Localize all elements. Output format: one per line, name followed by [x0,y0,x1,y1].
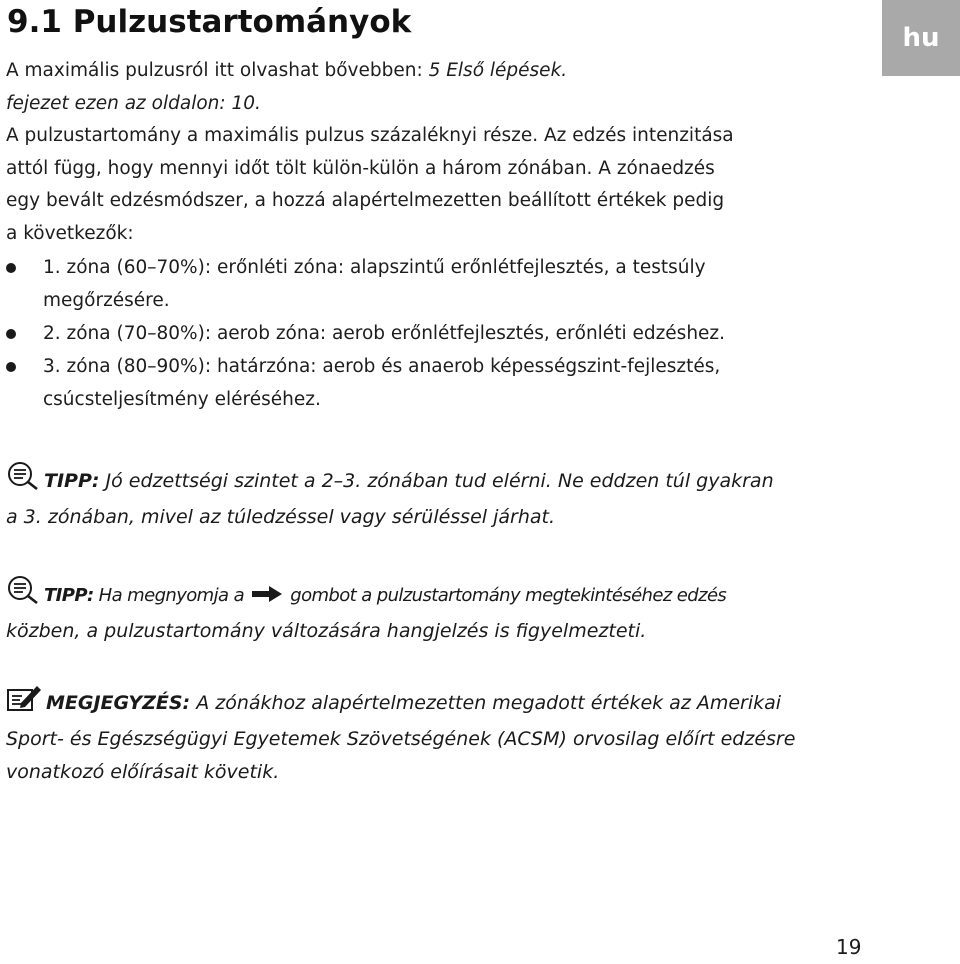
page-number: 19 [836,935,862,959]
bullet-dot [6,263,16,273]
zone-text: csúcsteljesítmény eléréséhez. [43,388,321,410]
tip-text: Ha megnyomja a [93,585,250,606]
bullet-dot [6,329,16,339]
zone-item-3 [6,350,872,416]
arrow-right-icon [250,581,284,614]
note-pencil-icon [6,684,42,723]
tip-line-1 [6,576,896,615]
bullet-dot [6,362,16,372]
note-label: MEGJEGYZÉS: [46,692,191,714]
tip-box-2 [6,576,896,648]
tip-label: TIPP: [44,470,100,492]
note-text: A zónákhoz alapértelmezetten megadott értékek az Amerikai [190,692,782,714]
tip-text: Jó edzettségi szintet a 2–3. zónában tud elérni. Ne eddzen túl gyakran [99,470,774,492]
zone-list [6,251,872,416]
zone-text: 3. zóna (80–90%): határzóna: aerob és anaerob képességszint-fejlesztés, [43,355,721,377]
section-heading: 9.1 Pulzustartományok [7,4,412,40]
tip-line-2: a 3. zónában, mivel az túledzéssel vagy sérüléssel járhat. [6,506,555,528]
intro-line-2 [6,88,872,121]
tip-label: TIPP: [44,585,94,606]
body-line: attól függ, hogy mennyi időt tölt külön-külön a három zónában. A zónaedzés [6,157,715,179]
tip-magnifier-icon [6,576,40,615]
zone-text: 2. zóna (70–80%): aerob zóna: aerob erőnlétfejlesztés, erőnléti edzéshez. [43,322,726,344]
note-line-1 [6,684,896,723]
language-tab: hu [882,0,960,76]
chapter-reference: 5 Első lépések. [428,60,568,81]
note-line-2: Sport- és Egészségügyi Egyetemek Szövetségének (ACSM) orvosilag előírt edzésre [6,728,796,750]
note-line-3: vonatkozó előírásait követik. [6,761,280,783]
body-line: a következők: [6,222,134,244]
note-box [6,684,896,789]
tip-line-2: közben, a pulzustartomány változására hangjelzés is figyelmezteti. [6,620,647,642]
tip-box-1 [6,462,896,534]
zone-item-1 [6,251,872,317]
intro-line-1 [6,55,872,88]
zone-text: 1. zóna (60–70%): erőnléti zóna: alapszintű erőnlétfejlesztés, a testsúly [43,256,706,278]
tip-text: gombot a pulzustartomány megtekintéséhez edzés [285,585,727,606]
body-line: egy bevált edzésmódszer, a hozzá alapértelmezetten beállított értékek pedig [6,190,725,212]
tip-line-1 [6,462,896,501]
body-line: A pulzustartomány a maximális pulzus százaléknyi része. Az edzés intenzitása [6,125,734,147]
section-body [6,55,872,416]
tip-magnifier-icon [6,462,40,501]
page-reference: fejezet ezen az oldalon: 10. [6,92,261,114]
zone-text: megőrzésére. [43,289,170,311]
intro-text: A maximális pulzusról itt olvashat bővebben: [6,60,429,81]
zone-item-2 [6,317,872,350]
